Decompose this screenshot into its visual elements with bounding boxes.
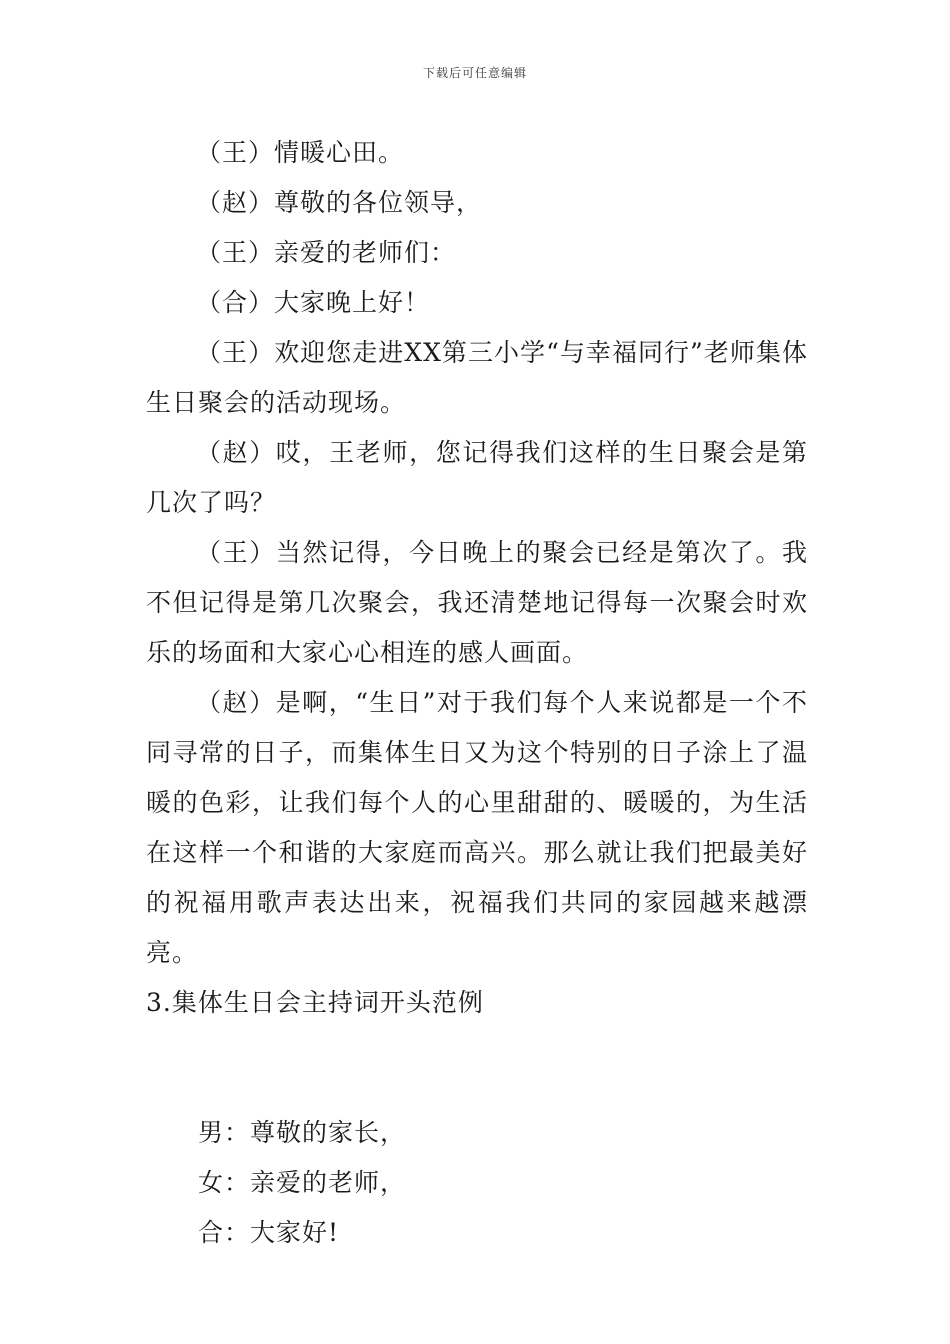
- paragraph: （合）大家晚上好！: [196, 288, 431, 317]
- page-header: 下载后可任意编辑: [422, 66, 527, 80]
- section-heading: 3.集体生日会主持词开头范例: [146, 988, 484, 1017]
- paragraph: （王）亲爱的老师们：: [196, 238, 457, 267]
- dialogue-line: 男：尊敬的家长，: [198, 1118, 407, 1147]
- paragraph: （王）当然记得，今日晚上的聚会已经是第次了。我不但记得是第几次聚会，我还清楚地记得每一次聚会时欢乐的场面和大家心心相连的感人画面。: [146, 538, 808, 667]
- paragraph: （赵）哎，王老师，您记得我们这样的生日聚会是第几次了吗？: [146, 438, 808, 517]
- dialogue-line: 女：亲爱的老师，: [198, 1168, 407, 1197]
- paragraph: （赵）是啊，“生日”对于我们每个人来说都是一个不同寻常的日子，而集体生日又为这个特别的日子涂上了温暖的色彩，让我们每个人的心里甜甜的、暖暖的，为生活在这样一个和谐的大家庭而高兴。那么就让我们把最美好的祝福用歌声表达出来，祝福我们共同的家园越来越漂亮。: [146, 688, 808, 967]
- section-spacer: [146, 1028, 808, 1108]
- dialogue-line: 合：大家好!: [198, 1218, 340, 1247]
- document-body: [146, 128, 808, 1258]
- paragraph: （王）欢迎您走进XX第三小学“与幸福同行”老师集体生日聚会的活动现场。: [146, 338, 808, 417]
- paragraph: （赵）尊敬的各位领导，: [196, 188, 483, 217]
- paragraph: （王）情暖心田。: [196, 138, 405, 167]
